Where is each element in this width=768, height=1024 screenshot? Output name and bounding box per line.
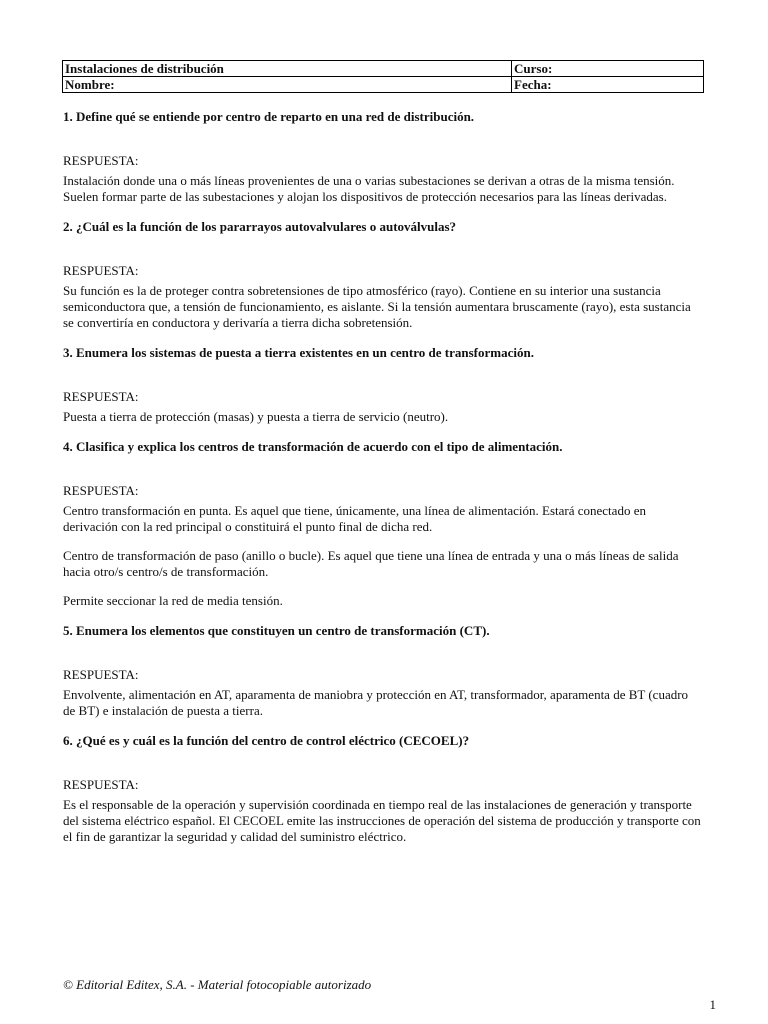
question-block-4 (63, 439, 703, 609)
header-table (62, 60, 704, 93)
question-text: 3. Enumera los sistemas de puesta a tierra existentes en un centro de transformación. (63, 345, 534, 360)
subject-cell: Instalaciones de distribución (63, 61, 512, 77)
answer-label: RESPUESTA: (63, 153, 139, 168)
question-block-3 (63, 345, 703, 425)
header-row-name (63, 77, 704, 93)
answer-text (63, 503, 703, 609)
answer-paragraph: Instalación donde una o más líneas provenientes de una o varias subestaciones se derivan a otras de la misma tensión. Suelen formar parte de las subestaciones y alojan los dispositivos de protección necesarios para las líneas derivadas. (63, 173, 675, 204)
course-cell: Curso: (512, 61, 704, 77)
name-cell: Nombre: (63, 77, 512, 93)
question-text: 6. ¿Qué es y cuál es la función del centro de control eléctrico (CECOEL)? (63, 733, 470, 748)
answer-text (63, 409, 703, 425)
answer-text (63, 173, 703, 205)
question-text: 5. Enumera los elementos que constituyen un centro de transformación (CT). (63, 623, 490, 638)
date-cell: Fecha: (512, 77, 704, 93)
answer-text (63, 797, 703, 845)
header-row-subject (63, 61, 704, 77)
question-block-1 (63, 109, 703, 205)
answer-paragraph: Su función es la de proteger contra sobretensiones de tipo atmosférico (rayo). Contiene en su interior una sustancia semiconductora que, a tensión de funcionamiento, es aislante. Si la tensión aumentara bruscamente (rayo), esta sustancia se convertiría en conductora y derivaría a tierra dicha sobretensión. (63, 283, 691, 330)
question-block-5 (63, 623, 703, 719)
answer-text (63, 687, 703, 719)
question-text: 1. Define qué se entiende por centro de reparto en una red de distribución. (63, 109, 475, 124)
page-number: 1 (709, 997, 716, 1012)
question-text: 4. Clasifica y explica los centros de transformación de acuerdo con el tipo de alimentación. (63, 439, 563, 454)
copyright-footer: © Editorial Editex, S.A. - Material fotocopiable autorizado (63, 977, 372, 992)
questions-list (63, 109, 703, 859)
answer-paragraph: Permite seccionar la red de media tensión. (63, 593, 283, 608)
answer-paragraph: Centro de transformación de paso (anillo o bucle). Es aquel que tiene una línea de entrada y una o más líneas de salida hacia otro/s centro/s de transformación. (63, 548, 679, 579)
question-block-2 (63, 219, 703, 331)
answer-paragraph: Es el responsable de la operación y supervisión coordinada en tiempo real de las instalaciones de generación y transporte del sistema eléctrico español. El CECOEL emite las instrucciones de operación del sistema de producción y transporte con el fin de garantizar la seguridad y calidad del suministro eléctrico. (63, 797, 701, 844)
answer-paragraph: Envolvente, alimentación en AT, aparamenta de maniobra y protección en AT, transformador, aparamenta de BT (cuadro de BT) e instalación de puesta a tierra. (63, 687, 689, 718)
answer-paragraph: Puesta a tierra de protección (masas) y puesta a tierra de servicio (neutro). (63, 409, 449, 424)
answer-label: RESPUESTA: (63, 389, 139, 404)
answer-label: RESPUESTA: (63, 483, 139, 498)
question-block-6 (63, 733, 703, 845)
answer-label: RESPUESTA: (63, 667, 139, 682)
answer-paragraph: Centro transformación en punta. Es aquel que tiene, únicamente, una línea de alimentación. Estará conectado en derivación con la red principal o constituirá el punto final de dicha red. (63, 503, 646, 534)
answer-label: RESPUESTA: (63, 777, 139, 792)
question-text: 2. ¿Cuál es la función de los pararrayos autovalvulares o autoválvulas? (63, 219, 457, 234)
answer-text (63, 283, 703, 331)
answer-label: RESPUESTA: (63, 263, 139, 278)
